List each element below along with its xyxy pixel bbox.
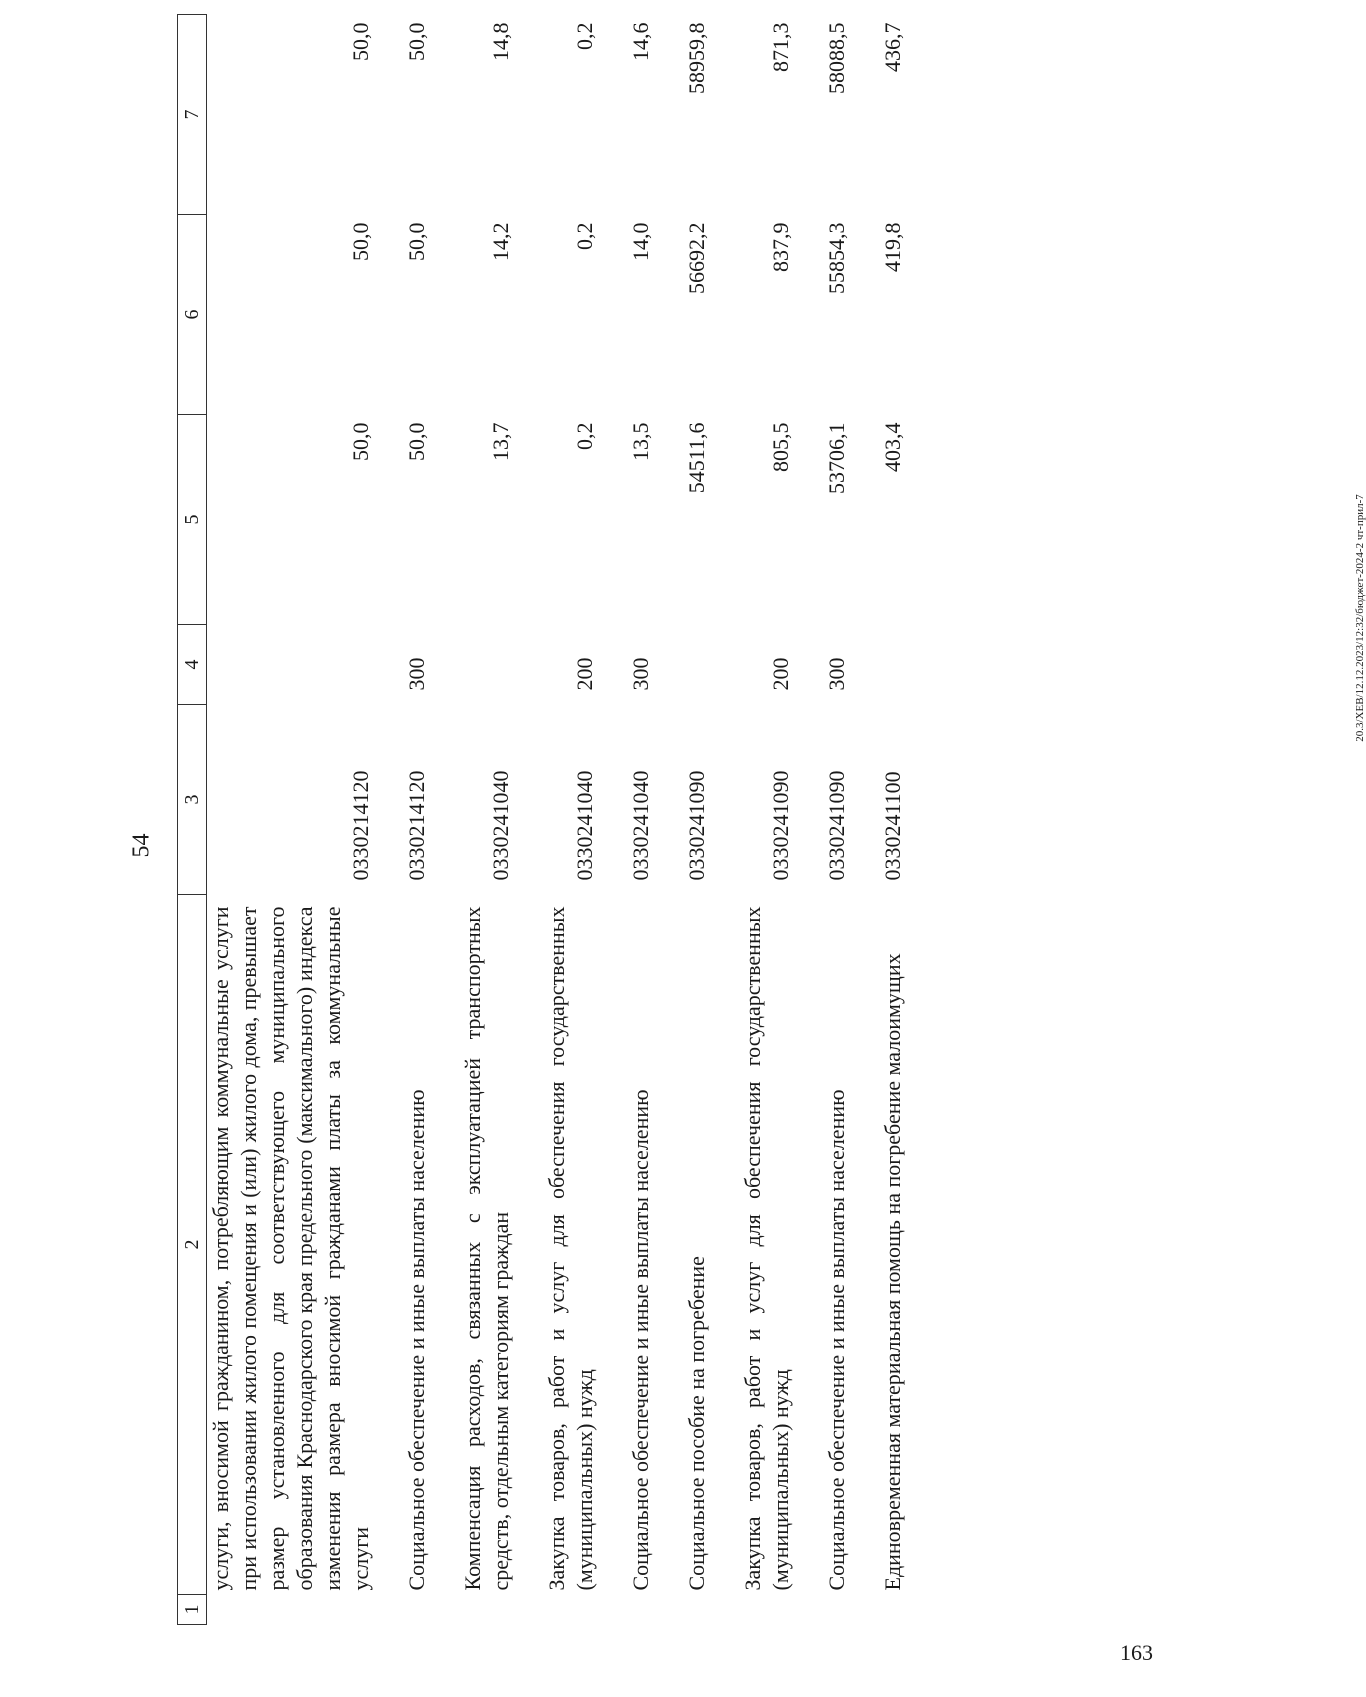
table-row (599, 15, 655, 1625)
row-expense-type-cell: 300 (824, 657, 849, 691)
row-amount-col6-cell: 56692,2 (684, 222, 709, 294)
row-amount-col7-cell: 58959,8 (684, 22, 709, 94)
rotated-page-content (177, 15, 1077, 1625)
row-description-cell: Закупка товаров, работ и услуг для обеспечения государственных (муниципальных) нужд (544, 906, 597, 1591)
row-index-cell (655, 1595, 711, 1625)
header-cell-col4: 4 (178, 625, 207, 705)
row-description-cell: Единовременная материальная помощь на погребение малоимущих (880, 953, 905, 1591)
row-amount-col5-cell: 403,4 (880, 422, 905, 472)
row-index-cell (207, 1595, 376, 1625)
row-target-code-cell: 0330241090 (824, 770, 849, 881)
row-target-code-cell: 0330241040 (488, 770, 513, 881)
row-description-cell: Социальное обеспечение и иные выплаты населению (404, 1089, 429, 1591)
row-target-code-cell: 0330214120 (404, 770, 429, 881)
row-expense-type-cell: 200 (768, 657, 793, 691)
row-amount-col5-cell: 50,0 (348, 422, 373, 461)
row-index-cell (711, 1595, 795, 1625)
row-amount-col7-cell: 871,3 (768, 22, 793, 72)
row-target-code-cell: 0330241100 (880, 771, 905, 881)
row-index-cell (375, 1595, 431, 1625)
row-index-cell (515, 1595, 599, 1625)
row-amount-col5-cell: 13,7 (488, 422, 513, 461)
row-amount-col7-cell: 50,0 (404, 22, 429, 61)
row-description-cell: Закупка товаров, работ и услуг для обеспечения государственных (муниципальных) нужд (740, 906, 793, 1591)
row-amount-col7-cell: 14,8 (488, 22, 513, 61)
header-cell-col2: 2 (178, 895, 207, 1595)
header-cell-col7: 7 (178, 15, 207, 215)
header-cell-col6: 6 (178, 215, 207, 415)
table-row (375, 15, 431, 1625)
row-expense-type-cell (655, 625, 711, 705)
row-amount-col6-cell: 50,0 (404, 222, 429, 261)
row-amount-col5-cell: 0,2 (572, 422, 597, 450)
row-description-cell: Компенсация расходов, связанных с эксплуатацией транспортных средств, отдельным категориям граждан (460, 906, 513, 1591)
row-amount-col7-cell: 14,6 (628, 22, 653, 61)
row-index-cell (599, 1595, 655, 1625)
row-amount-col5-cell: 50,0 (404, 422, 429, 461)
budget-table (177, 14, 907, 1625)
row-target-code-cell: 0330214120 (348, 770, 373, 881)
row-description-cell: Социальное обеспечение и иные выплаты населению (824, 1089, 849, 1591)
row-amount-col5-cell: 53706,1 (824, 422, 849, 494)
row-amount-col5-cell: 805,5 (768, 422, 793, 472)
row-amount-col6-cell: 55854,3 (824, 222, 849, 294)
row-expense-type-cell (431, 625, 515, 705)
row-target-code-cell: 0330241090 (768, 770, 793, 881)
row-amount-col5-cell: 13,5 (628, 422, 653, 461)
row-amount-col7-cell: 436,7 (880, 22, 905, 72)
row-expense-type-cell (851, 625, 907, 705)
row-amount-col6-cell: 14,0 (628, 222, 653, 261)
row-amount-col7-cell: 0,2 (572, 22, 597, 50)
row-amount-col6-cell: 14,2 (488, 222, 513, 261)
header-cell-col3: 3 (178, 705, 207, 895)
table-header (178, 15, 207, 1625)
table-row (711, 15, 795, 1625)
row-expense-type-cell: 300 (628, 657, 653, 691)
row-expense-type-cell: 300 (404, 657, 429, 691)
page-number-top: 54 (128, 833, 155, 858)
header-row (178, 15, 207, 1625)
document-footer-code: 20.3/ХЕВ/12.12.2023/12:32/бюджет-2024-2 чт-прил-7 (1354, 494, 1366, 742)
row-amount-col7-cell: 58088,5 (824, 22, 849, 94)
row-amount-col6-cell: 0,2 (572, 222, 597, 250)
row-expense-type-cell: 200 (572, 657, 597, 691)
header-cell-col5: 5 (178, 415, 207, 625)
row-index-cell (851, 1595, 907, 1625)
row-target-code-cell: 0330241040 (572, 770, 597, 881)
row-amount-col6-cell: 837,9 (768, 222, 793, 272)
row-expense-type-cell (207, 625, 376, 705)
table-row (851, 15, 907, 1625)
table-row (795, 15, 851, 1625)
row-amount-col7-cell: 50,0 (348, 22, 373, 61)
table-row (515, 15, 599, 1625)
row-amount-col6-cell: 419,8 (880, 222, 905, 272)
page-number-bottom: 163 (1120, 1640, 1153, 1665)
row-index-cell (431, 1595, 515, 1625)
table-row (655, 15, 711, 1625)
row-description-cell: услуги, вносимой гражданином, потребляющим коммунальные услуги при использовании жилого помещения и (или) жилого дома, превышает размер установленного для соответствующего муниципального образования Краснодарского края предельного (максимального) индекса изменения размера вносимой гражданами платы за коммунальные услуги (208, 906, 373, 1591)
table-row (431, 15, 515, 1625)
row-index-cell (795, 1595, 851, 1625)
table-body (207, 15, 908, 1625)
row-target-code-cell: 0330241040 (628, 770, 653, 881)
row-amount-col6-cell: 50,0 (348, 222, 373, 261)
table-row (207, 15, 376, 1625)
header-cell-col1: 1 (178, 1595, 207, 1625)
row-description-cell: Социальное обеспечение и иные выплаты населению (628, 1089, 653, 1591)
row-amount-col5-cell: 54511,6 (684, 422, 709, 494)
row-target-code-cell: 0330241090 (684, 770, 709, 881)
row-description-cell: Социальное пособие на погребение (684, 1256, 709, 1591)
